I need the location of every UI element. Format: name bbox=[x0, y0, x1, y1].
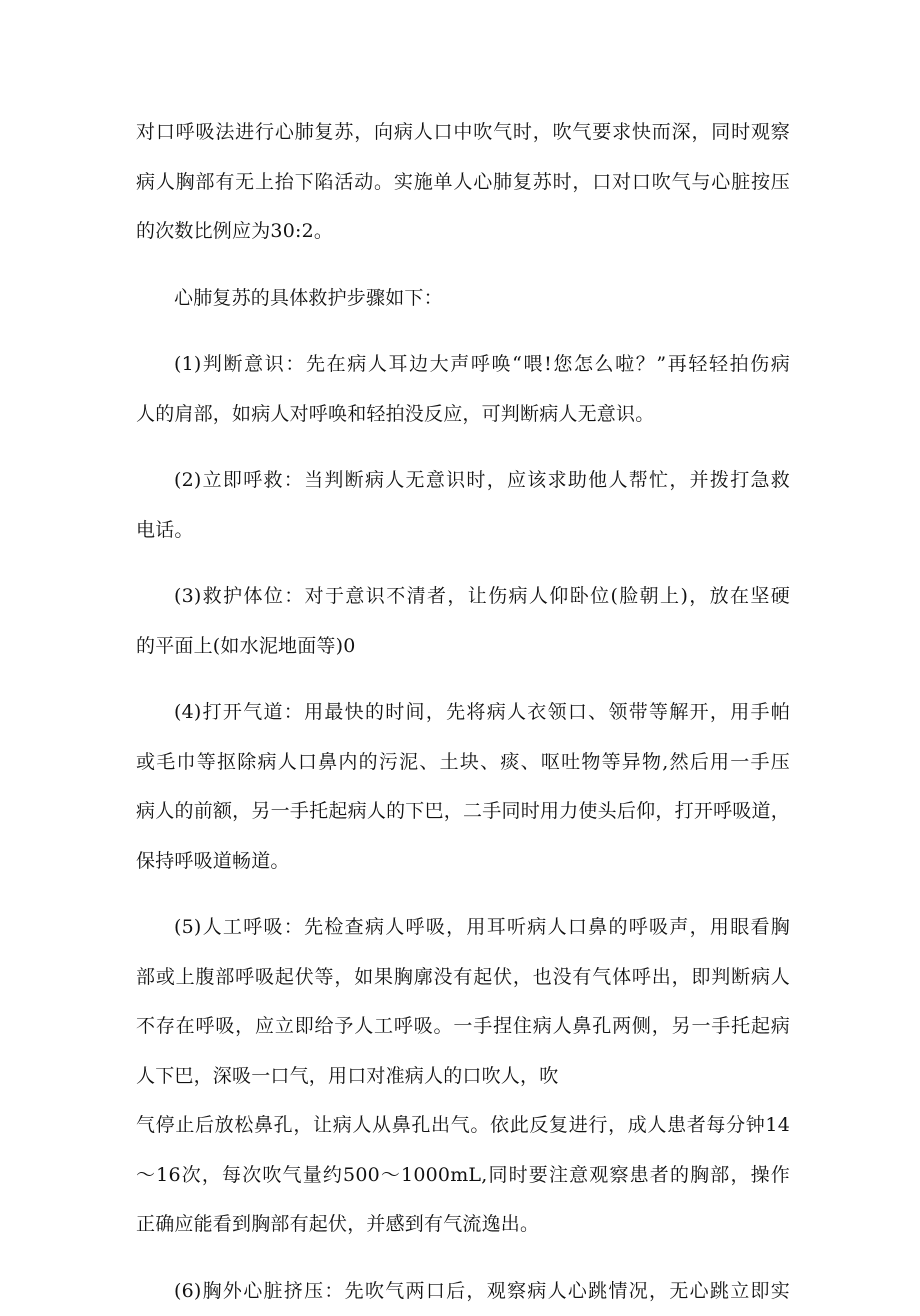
text-line: 保持呼吸道畅道。 bbox=[136, 837, 790, 887]
text-line: 人下巴，深吸一口气，用口对准病人的口吹人，吹 bbox=[136, 1052, 790, 1102]
text-line: (2)立即呼救：当判断病人无意识时，应该求助他人帮忙，并拨打急救 bbox=[136, 456, 790, 506]
text-line: (6)胸外心脏挤压：先吹气两口后，观察病人心跳情况，无心跳立即实 bbox=[136, 1267, 790, 1316]
paragraph-gap bbox=[136, 323, 790, 340]
text-line: 正确应能看到胸部有起伏，并感到有气流逸出。 bbox=[136, 1200, 790, 1250]
text-line: (5)人工呼吸：先检查病人呼吸，用耳听病人口鼻的呼吸声，用眼看胸 bbox=[136, 903, 790, 953]
text-line: (4)打开气道：用最快的时间，先将病人衣领口、领带等解开，用手帕 bbox=[136, 688, 790, 738]
paragraph-gap bbox=[136, 257, 790, 274]
paragraph-gap bbox=[136, 439, 790, 456]
paragraph-gap bbox=[136, 886, 790, 903]
paragraph-gap bbox=[136, 1250, 790, 1267]
text-line: 的平面上(如水泥地面等)0 bbox=[136, 622, 790, 672]
text-line: 对口呼吸法进行心肺复苏，向病人口中吹气时，吹气要求快而深，同时观察 bbox=[136, 108, 790, 158]
text-line: (1)判断意识：先在病人耳边大声呼唤“喂!您怎么啦？”再轻轻拍伤病 bbox=[136, 340, 790, 390]
document-body bbox=[136, 108, 790, 1316]
text-line: ～16次，每次吹气量约500～1000mL,同时要注意观察患者的胸部，操作 bbox=[136, 1151, 790, 1201]
text-line: 不存在呼吸，应立即给予人工呼吸。一手捏住病人鼻孔两侧，另一手托起病 bbox=[136, 1002, 790, 1052]
text-line: 心肺复苏的具体救护步骤如下： bbox=[136, 274, 790, 324]
text-line: 病人胸部有无上抬下陷活动。实施单人心肺复苏时，口对口吹气与心脏按压 bbox=[136, 158, 790, 208]
text-line: 的次数比例应为30:2。 bbox=[136, 207, 790, 257]
text-line: 电话。 bbox=[136, 506, 790, 556]
text-line: 人的肩部，如病人对呼唤和轻拍没反应，可判断病人无意识。 bbox=[136, 390, 790, 440]
paragraph-gap bbox=[136, 671, 790, 688]
text-line: 部或上腹部呼吸起伏等，如果胸廓没有起伏，也没有气体呼出，即判断病人 bbox=[136, 953, 790, 1003]
text-line: 气停止后放松鼻孔，让病人从鼻孔出气。依此反复进行，成人患者每分钟14 bbox=[136, 1101, 790, 1151]
text-line: 或毛巾等抠除病人口鼻内的污泥、土块、痰、呕吐物等异物,然后用一手压 bbox=[136, 738, 790, 788]
paragraph-gap bbox=[136, 555, 790, 572]
text-line: (3)救护体位：对于意识不清者，让伤病人仰卧位(脸朝上)，放在坚硬 bbox=[136, 572, 790, 622]
text-line: 病人的前额，另一手托起病人的下巴，二手同时用力使头后仰，打开呼吸道， bbox=[136, 787, 790, 837]
